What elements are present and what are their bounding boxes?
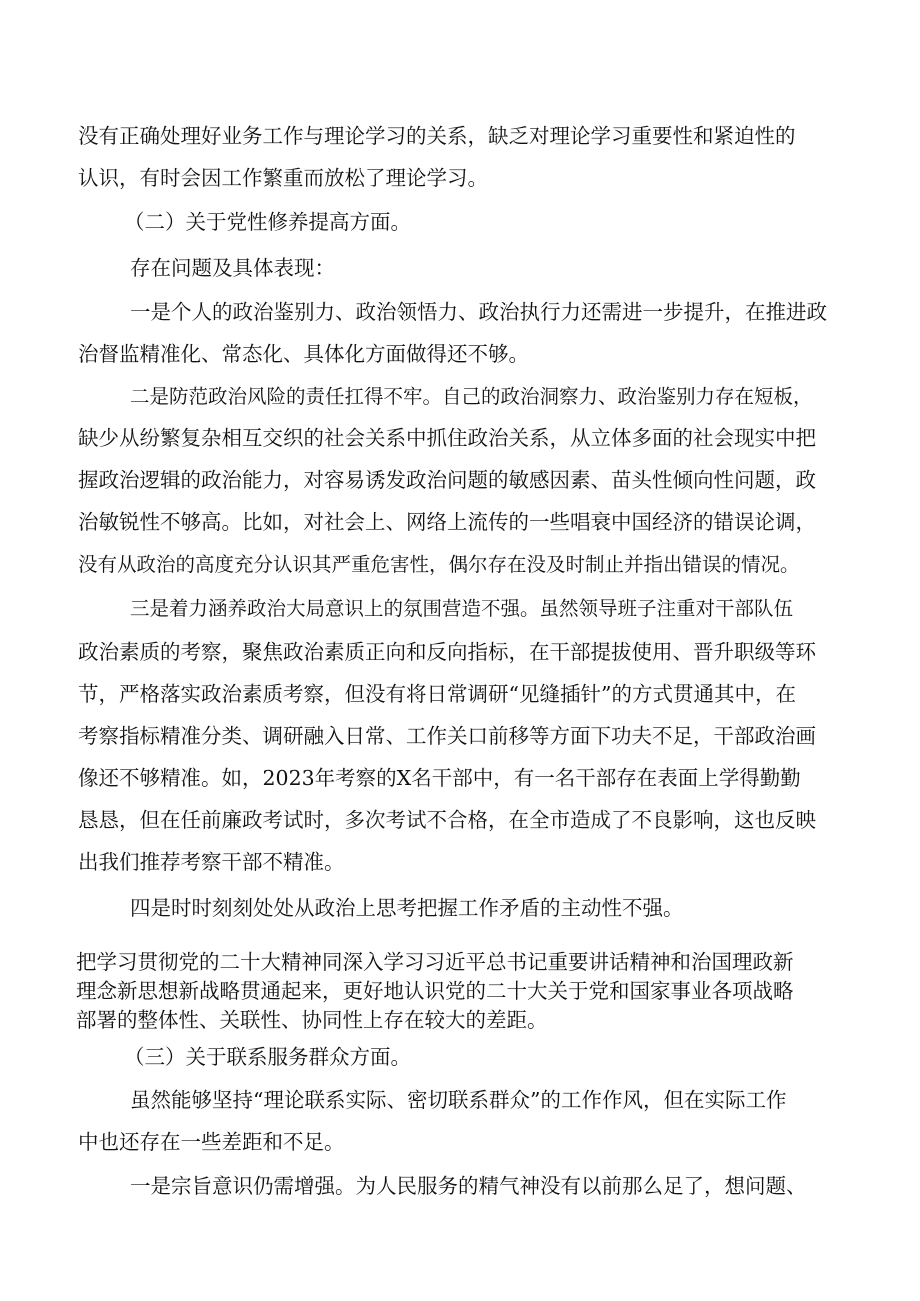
- paragraph-line: 把学习贯彻党的二十大精神同深入学习习近平总书记重要讲话精神和治国理政新: [76, 950, 794, 974]
- paragraph-line: 没有正确处理好业务工作与理论学习的关系，缺乏对理论学习重要性和紧迫性的: [78, 124, 796, 148]
- paragraph-line: 二是防范政治风险的责任扛得不牢。自己的政治洞察力、政治鉴别力存在短板，: [130, 385, 813, 408]
- section-heading: （三）关于联系服务群众方面。: [124, 1045, 411, 1069]
- paragraph-line: 理念新思想新战略贯通起来，更好地认识党的二十大关于党和国家事业各项战略: [76, 979, 794, 1003]
- paragraph-line: 节，严格落实政治素质考察，但没有将日常调研“见缝插针”的方式贯通其中，在: [78, 682, 796, 706]
- paragraph-line: 政治素质的考察，聚焦政治素质正向和反向指标，在干部提拔使用、晋升职级等环: [78, 640, 816, 664]
- paragraph-line: 出我们推荐考察干部不精准。: [78, 850, 345, 874]
- paragraph-line: 治督监精准化、常态化、具体化方面做得还不够。: [78, 342, 529, 366]
- paragraph-line: 部署的整体性、关联性、协同性上存在较大的差距。: [76, 1008, 548, 1032]
- paragraph-line: 存在问题及具体表现：: [130, 256, 335, 280]
- paragraph-line: 恳恳，但在任前廉政考试时，多次考试不合格，在全市造成了不良影响，这也反映: [78, 808, 816, 832]
- paragraph-line: 像还不够精准。如，2023年考察的X名干部中，有一名干部存在表面上学得勤勤: [78, 766, 801, 790]
- section-heading: （二）关于党性修养提高方面。: [124, 210, 411, 234]
- paragraph-line: 一是宗旨意识仍需增强。为人民服务的精气神没有以前那么足了，想问题、: [130, 1174, 807, 1198]
- paragraph-line: 认识，有时会因工作繁重而放松了理论学习。: [78, 166, 488, 190]
- paragraph-line: 考察指标精准分类、调研融入日常、工作关口前移等方面下功夫不足，干部政治画: [78, 724, 816, 748]
- paragraph-line: 三是着力涵养政治大局意识上的氛围营造不强。虽然领导班子注重对干部队伍: [130, 597, 794, 620]
- paragraph-line: 缺少从纷繁复杂相互交织的社会关系中抓住政治关系，从立体多面的社会现实中把: [78, 426, 816, 450]
- paragraph-line: 一是个人的政治鉴别力、政治领悟力、政治执行力还需进一步提升，在推进政: [130, 300, 827, 324]
- paragraph-line: 没有从政治的高度充分认识其严重危害性，偶尔存在没及时制止并指出错误的情况。: [78, 553, 800, 576]
- paragraph-line: 中也还存在一些差距和不足。: [78, 1130, 345, 1154]
- paragraph-line: 握政治逻辑的政治能力，对容易诱发政治问题的敏感因素、苗头性倾向性问题，政: [78, 468, 816, 492]
- paragraph-line: 四是时时刻刻处处从政治上思考把握工作矛盾的主动性不强。: [130, 896, 684, 920]
- paragraph-line: 治敏锐性不够高。比如，对社会上、网络上流传的一些唱衰中国经济的错误论调，: [78, 510, 816, 534]
- paragraph-line: 虽然能够坚持“理论联系实际、密切联系群众”的工作作风，但在实际工作: [130, 1088, 787, 1112]
